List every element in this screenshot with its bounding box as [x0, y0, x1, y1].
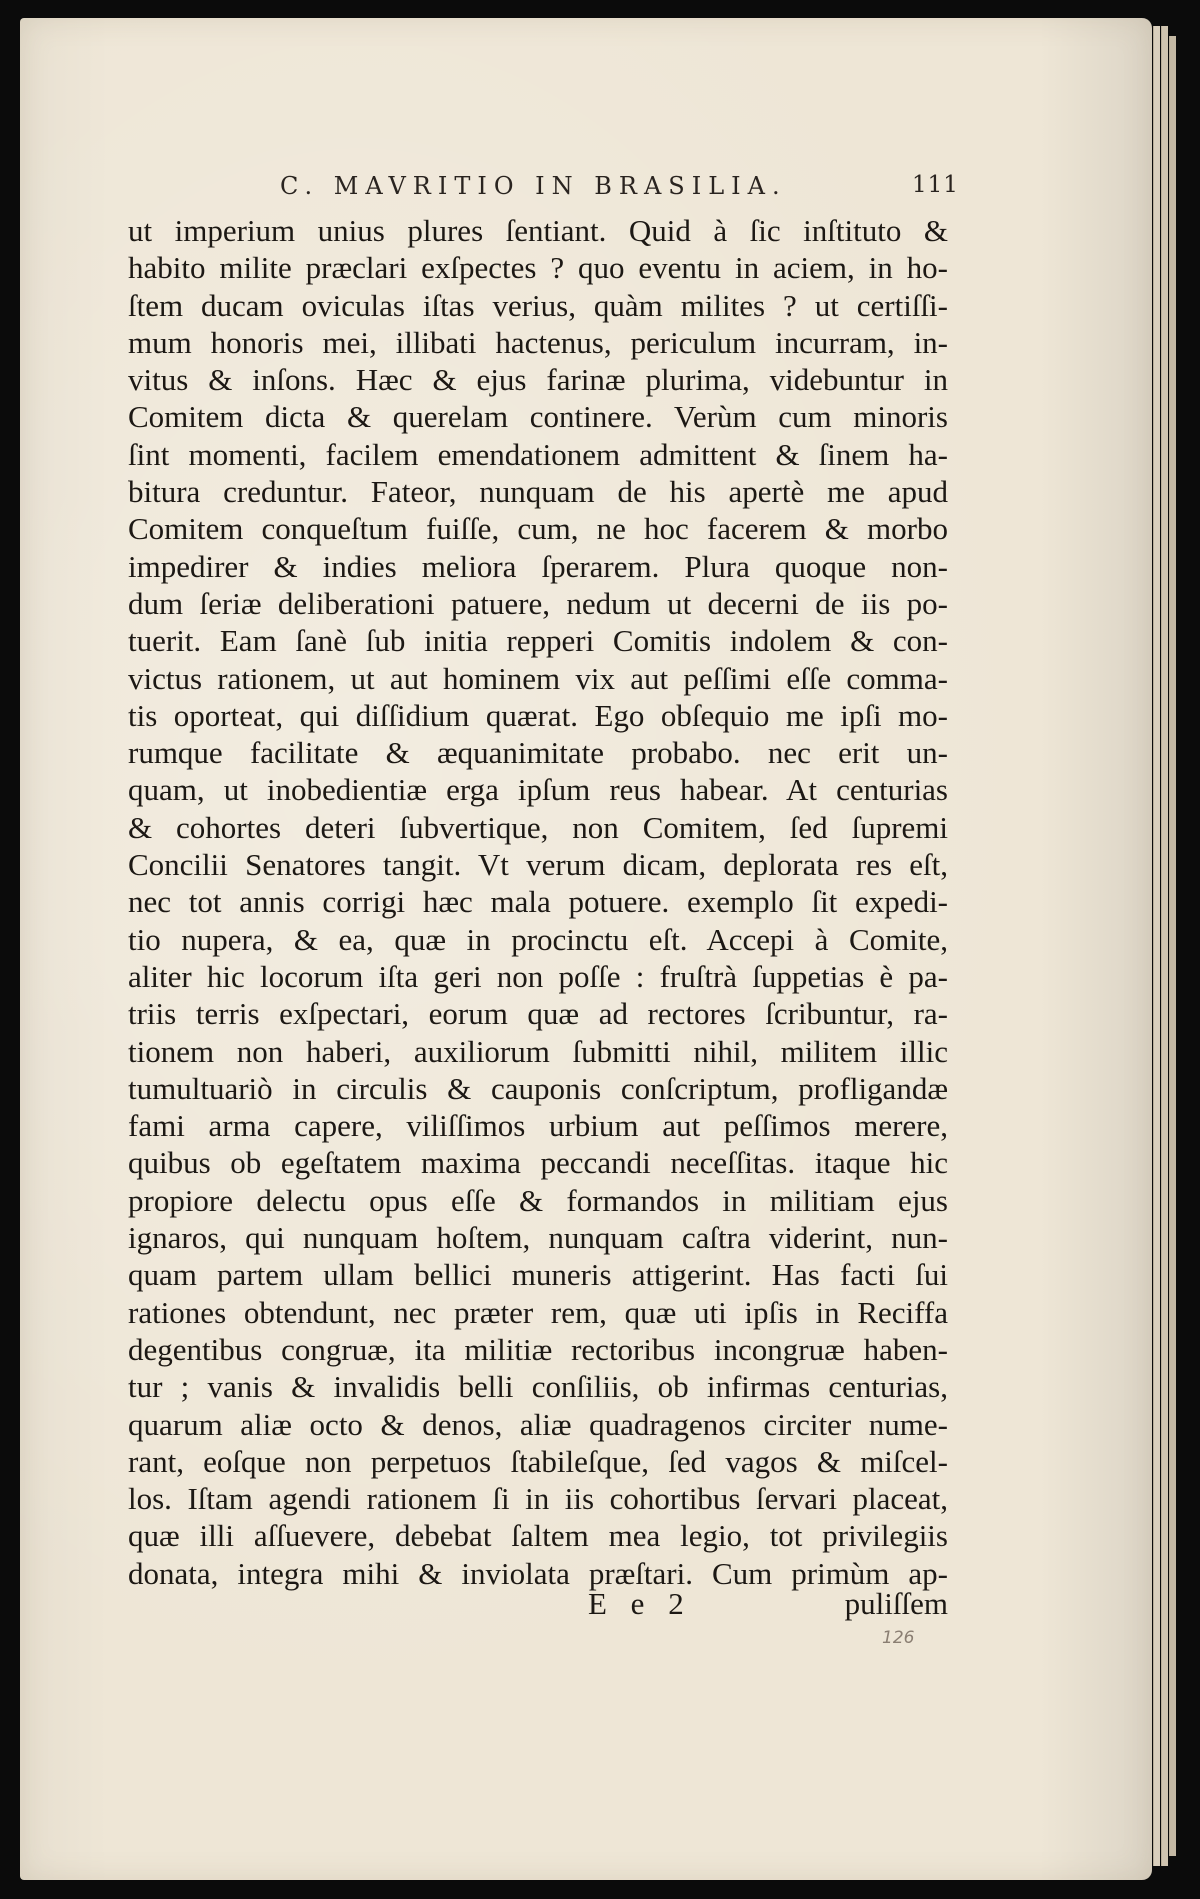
text-line: propiore delectu opus eſſe & formandos in militiam ejus — [128, 1182, 948, 1218]
text-line: dum ſeriæ deliberationi patuere, nedum ut decerni de iis po- — [128, 585, 948, 621]
text-line: tionem non haberi, auxiliorum ſubmitti nihil, militem illic — [128, 1033, 948, 1069]
text-line: quam, ut inobedientiæ erga ipſum reus habear. At centurias — [128, 772, 948, 808]
text-line: mum honoris mei, illibati hactenus, periculum incurram, in- — [128, 324, 948, 360]
text-line: quarum aliæ octo & denos, aliæ quadragenos circiter nume- — [128, 1406, 948, 1442]
text-line: donata, integra mihi & inviolata præſtari. Cum primùm ap- — [128, 1555, 948, 1591]
text-line: rationes obtendunt, nec præter rem, quæ uti ipſis in Reciffa — [128, 1294, 948, 1330]
body-text — [128, 212, 948, 1592]
page-footer — [128, 1586, 948, 1626]
text-line: vitus & inſons. Hæc & ejus farinæ plurima, videbuntur in — [128, 362, 948, 398]
text-line: & cohortes deteri ſubvertique, non Comitem, ſed ſupremi — [128, 809, 948, 845]
text-line: impedirer & indies meliora ſperarem. Plura quoque non- — [128, 548, 948, 584]
text-line: ſtem ducam oviculas iſtas verius, quàm milites ? ut certiſſi- — [128, 287, 948, 323]
pencil-annotation: 126 — [882, 1628, 915, 1648]
text-line: tuerit. Eam ſanè ſub initia repperi Comitis indolem & con- — [128, 623, 948, 659]
page-number: 111 — [912, 172, 959, 198]
text-line: triis terris exſpectari, eorum quæ ad rectores ſcribuntur, ra- — [128, 996, 948, 1032]
signature-mark: E e 2 — [588, 1586, 692, 1621]
text-line: victus rationem, ut aut hominem vix aut peſſimi eſſe comma- — [128, 660, 948, 696]
text-line: quam partem ullam bellici muneris attigerint. Has facti ſui — [128, 1257, 948, 1293]
text-line: Concilii Senatores tangit. Vt verum dicam, deplorata res eſt, — [128, 847, 948, 883]
text-line: tio nupera, & ea, quæ in procinctu eſt. Accepi à Comite, — [128, 921, 948, 957]
page-header — [280, 172, 960, 200]
text-line: fami arma capere, viliſſimos urbium aut peſſimos merere, — [128, 1108, 948, 1144]
text-line: Comitem dicta & querelam continere. Verùm cum minoris — [128, 399, 948, 435]
text-line: tumultuariò in circulis & cauponis conſcriptum, profligandæ — [128, 1070, 948, 1106]
text-line: ſint momenti, facilem emendationem admittent & ſinem ha- — [128, 436, 948, 472]
text-line: rumque facilitate & æquanimitate probabo. nec erit un- — [128, 735, 948, 771]
catchword: puliſſem — [844, 1586, 948, 1621]
text-line: tur ; vanis & invalidis belli conſiliis, ob infirmas centurias, — [128, 1369, 948, 1405]
page-edge — [1169, 36, 1176, 1856]
text-line: Comitem conqueſtum fuiſſe, cum, ne hoc facerem & morbo — [128, 511, 948, 547]
text-line: quæ illi aſſuevere, debebat ſaltem mea legio, tot privilegiis — [128, 1518, 948, 1554]
text-line: aliter hic locorum iſta geri non poſſe : fruſtrà ſuppetias è pa- — [128, 958, 948, 994]
text-line: nec tot annis corrigi hæc mala potuere. exemplo ſit expedi- — [128, 884, 948, 920]
text-line: tis oporteat, qui diſſidium quærat. Ego obſequio me ipſi mo- — [128, 697, 948, 733]
page-edge — [1161, 26, 1168, 1866]
running-title: C. MAVRITIO IN BRASILIA. — [280, 172, 787, 200]
text-line: rant, eoſque non perpetuos ſtabileſque, ſed vagos & miſcel- — [128, 1443, 948, 1479]
page-edge — [1153, 26, 1160, 1866]
text-line: degentibus congruæ, ita militiæ rectoribus incongruæ haben- — [128, 1331, 948, 1367]
text-line: ut imperium unius plures ſentiant. Quid à ſic inſtituto & — [128, 213, 948, 248]
text-line: los. Iſtam agendi rationem ſi in iis cohortibus ſervari placeat, — [128, 1481, 948, 1517]
text-line: quibus ob egeſtatem maxima peccandi neceſſitas. itaque hic — [128, 1145, 948, 1181]
text-line: bitura creduntur. Fateor, nunquam de his apertè me apud — [128, 474, 948, 510]
text-line: ignaros, qui nunquam hoſtem, nunquam caſtra viderint, nun- — [128, 1220, 948, 1256]
text-line: habito milite præclari exſpectes ? quo eventu in aciem, in ho- — [128, 250, 948, 286]
